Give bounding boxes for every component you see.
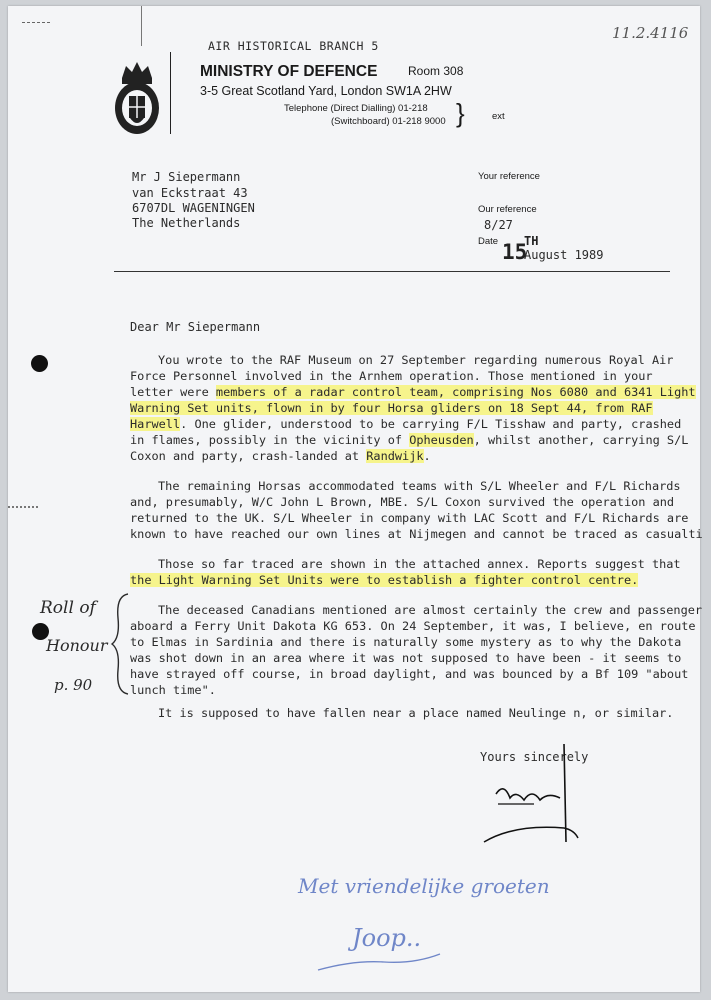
header-rule xyxy=(114,271,670,272)
p5-line1: It is supposed to have fallen near a place named Neulinge n, or similar. xyxy=(158,706,674,720)
p1-line1: You wrote to the RAF Museum on 27 September regarding numerous Royal Air xyxy=(158,353,674,367)
handwritten-signature: Joop.. xyxy=(352,924,422,952)
p1-line7: Coxon and party, crash-landed at Randwijk. xyxy=(130,449,431,463)
recipient-city: 6707DL WAGENINGEN xyxy=(132,201,255,215)
royal-crest-logo xyxy=(112,56,162,136)
signature-flourish-icon xyxy=(314,946,444,976)
phone-switchboard: (Switchboard) 01-218 9000 xyxy=(331,116,446,127)
p3-line1: Those so far traced are shown in the attached annex. Reports suggest that xyxy=(158,557,681,571)
p4-line1: The deceased Canadians mentioned are almost certainly the crew and passenger xyxy=(158,603,703,617)
p1-line3: letter were members of a radar control team, comprising Nos 6080 and 6341 Light xyxy=(130,385,696,399)
p4-line5: have strayed off course, in broad daylight, and was bounced by a Bf 109 "about xyxy=(130,667,689,681)
p4-line3: to Elmas in Sardinia and there is naturally some mystery as to why the Dakota xyxy=(130,635,682,649)
p1-line2: Force Personnel involved in the Arnhem operation. Those mentioned in your xyxy=(130,369,653,383)
margin-note-line2: Honour xyxy=(46,636,108,655)
p4-line2: aboard a Ferry Unit Dakota KG 653. On 24 September, it was, I believe, en route xyxy=(130,619,696,633)
ministry-address: 3-5 Great Scotland Yard, London SW1A 2HW xyxy=(200,84,452,98)
margin-brace-icon xyxy=(110,592,132,696)
handwritten-greeting: Met vriendelijke groeten xyxy=(298,874,550,898)
recipient-name: Mr J Siepermann xyxy=(132,170,241,184)
p1-line6: in flames, possibly in the vicinity of Opheusden, whilst another, carrying S/L xyxy=(130,433,689,447)
p4-line6: lunch time". xyxy=(130,683,216,697)
recipient-street: van Eckstraat 43 xyxy=(132,186,248,200)
room-number: Room 308 xyxy=(408,64,464,78)
letterhead-divider xyxy=(170,52,171,134)
salutation: Dear Mr Siepermann xyxy=(130,320,261,334)
p2-line4: known to have reached our own lines at Nijmegen and cannot be traced as casualti xyxy=(130,527,703,541)
phone-direct: Telephone (Direct Dialling) 01-218 xyxy=(284,103,428,114)
margin-note-line3: p. 90 xyxy=(54,676,93,694)
punch-hole-top xyxy=(31,355,48,372)
your-reference-label: Your reference xyxy=(478,171,540,182)
recipient-country: The Netherlands xyxy=(132,216,241,230)
p3-line2: the Light Warning Set Units were to establish a fighter control centre. xyxy=(130,573,639,587)
p2-line3: returned to the UK. S/L Wheeler in company with LAC Scott and F/L Richards are xyxy=(130,511,689,525)
our-reference-label: Our reference xyxy=(478,204,537,215)
p4-line4: was shot down in an area where it was not supposed to have been - it seems to xyxy=(130,651,682,665)
p2-line1: The remaining Horsas accommodated teams with S/L Wheeler and F/L Richards xyxy=(158,479,681,493)
fold-mark xyxy=(141,6,142,46)
closing: Yours sincerely xyxy=(480,750,589,764)
date-month-year: August 1989 xyxy=(524,248,604,262)
staple-mark xyxy=(8,506,38,510)
date-day: 15 xyxy=(502,240,528,264)
phone-brace: } xyxy=(456,98,465,128)
date-label: Date xyxy=(478,236,499,247)
letter-page xyxy=(8,6,703,992)
signature-icon xyxy=(474,742,584,852)
our-reference-value: 8/27 xyxy=(484,218,513,232)
p1-line5: Harwell. One glider, understood to be carrying F/L Tisshaw and party, crashed xyxy=(130,417,682,431)
p2-line2: and, presumably, W/C John L Brown, MBE. S/L Coxon survived the operation and xyxy=(130,495,675,509)
date-suffix: TH xyxy=(524,234,539,248)
branch-line: AIR HISTORICAL BRANCH 5 xyxy=(208,39,379,53)
ministry-name: MINISTRY OF DEFENCE xyxy=(200,63,378,80)
corner-mark xyxy=(22,22,50,25)
margin-note-line1: Roll of xyxy=(40,598,96,618)
p1-line4: Warning Set units, flown in by four Horsa gliders on 18 Sept 44, from RAF xyxy=(130,401,653,415)
archive-reference: 11.2.4116 xyxy=(612,24,689,42)
ext-label: ext xyxy=(492,111,505,122)
